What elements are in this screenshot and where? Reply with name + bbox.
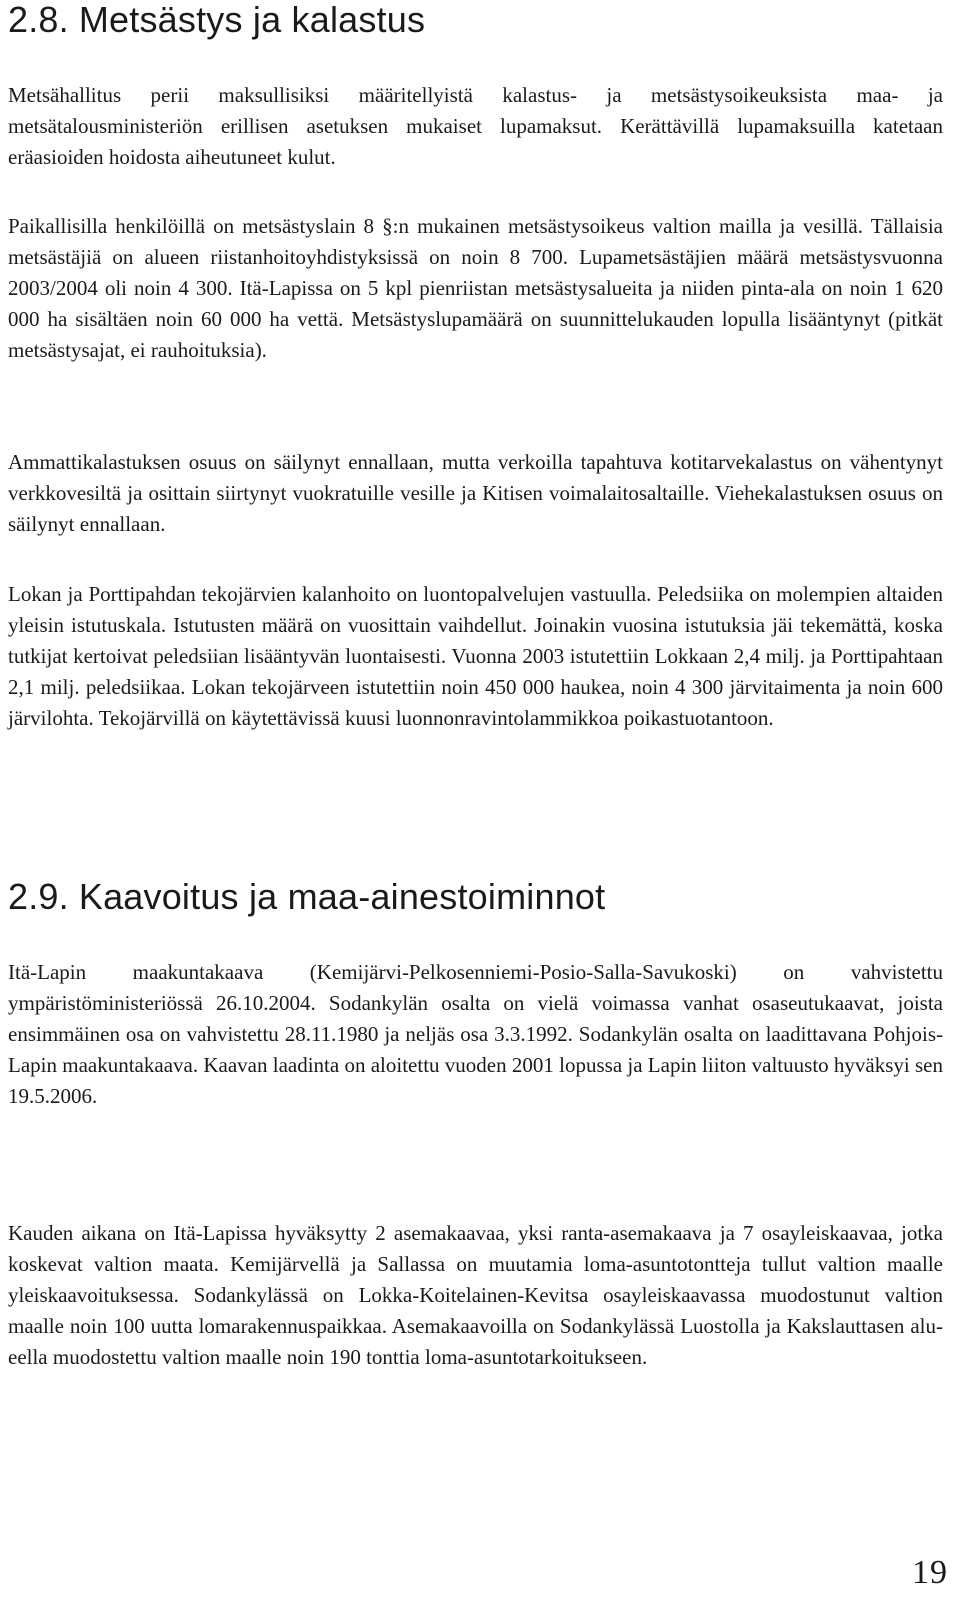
paragraph: Paikallisilla henkilöillä on metsästyslain 8 §:n mukainen metsästysoikeus valtion mailla ja vesillä. Tällaisia metsästäjiä on alueen riistanhoitoyhdistyksissä on noin 8 700. Lupametsästäjien määrä metsästysvuonna 2003/2004 oli noin 4 300. Itä-Lapissa on 5 kpl pienriistan metsästysalueita ja niiden pinta-ala on noin 1 620 000 ha sisältäen noin 60 000 ha vettä. Metsästyslupamäärä on suunnittelukauden lopulla lisääntynyt (pitkät metsästysajat, ei rauhoituksia). bbox=[8, 214, 943, 362]
paragraph: Itä-Lapin maakuntakaava (Kemijärvi-Pelkosenniemi-Posio-Salla-Savukoski) on vahvistettu ympäristöministeriössä 26.10.2004. Sodankylän osalta on vielä voimassa vanhat osaseutukaavat, joista ensimmäinen osa on vahvistettu 28.11.1980 ja neljäs osa 3.3.1992. Sodankylän osalta on laadittavana Pohjois-Lapin maakuntakaava. Kaavan laadinta on aloitettu vuoden 2001 lopussa ja Lapin liiton valtuusto hyväksyi sen 19.5.2006. bbox=[8, 960, 943, 1108]
section-number: 2.8. bbox=[8, 0, 69, 40]
section-heading-2-9 bbox=[8, 877, 605, 917]
paragraph: Lokan ja Porttipahdan tekojärvien kalanhoito on luontopalvelujen vastuulla. Peledsiika on molempien altaiden yleisin istutuskala. Istutusten määrä on vuosittain vaihdellut. Joinakin vuosina istutuksia jäi tekemättä, koska tutkijat kertoivat peledsiian lisääntyvän luontaisesti. Vuonna 2003 istutettiin Lokkaan 2,4 milj. ja Porttipahtaan 2,1 milj. peledsiikaa. Lokan tekojärveen istutettiin noin 450 000 haukea, noin 4 300 järvitaimenta ja noin 600 järvilohta. Tekojärvillä on käytettävissä kuusi luonnonravintolammikkoa poikastuotantoon. bbox=[8, 582, 943, 730]
section-title: Kaavoitus ja maa-ainestoiminnot bbox=[78, 876, 606, 917]
section-number: 2.9. bbox=[8, 876, 69, 917]
paragraph: Metsähallitus perii maksullisiksi määritellyistä kalastus- ja metsästysoikeuksista maa- ja metsätalousministeriön erillisen asetuksen mukaiset lupamaksut. Kerättävillä lupamaksuilla katetaan eräasioiden hoidosta aiheutuneet kulut. bbox=[8, 83, 943, 169]
page-number: 19 bbox=[912, 1554, 948, 1591]
paragraph: Kauden aikana on Itä-Lapissa hyväksytty 2 asemakaavaa, yksi ranta-asemakaava ja 7 osayleiskaavaa, jotka koskevat valtion maata. Kemijärvellä ja Sallassa on muutamia loma-asuntotontteja tullut valtion maalle yleiskaavoituksessa. Sodankylässä on Lokka-Koitelainen-Kevitsa osayleiskaavassa muodostunut valtion maalle noin 100 uutta lomarakennuspaikkaa. Asemakaavoilla on Sodankylässä Luostolla ja Kakslauttasen alueella muodostettu valtion maalle noin 190 tonttia loma-asuntotarkoitukseen. bbox=[8, 1221, 943, 1369]
paragraph: Ammattikalastuksen osuus on säilynyt ennallaan, mutta verkoilla tapahtuva kotitarvekalastus on vähentynyt verkkovesiltä ja osittain siirtynyt vuokratuille vesille ja Kitisen voimalaitosaltaille. Viehekalastuksen osuus on säilynyt ennallaan. bbox=[8, 450, 943, 536]
section-heading-2-8 bbox=[8, 0, 425, 40]
section-title: Metsästys ja kalastus bbox=[78, 0, 426, 40]
